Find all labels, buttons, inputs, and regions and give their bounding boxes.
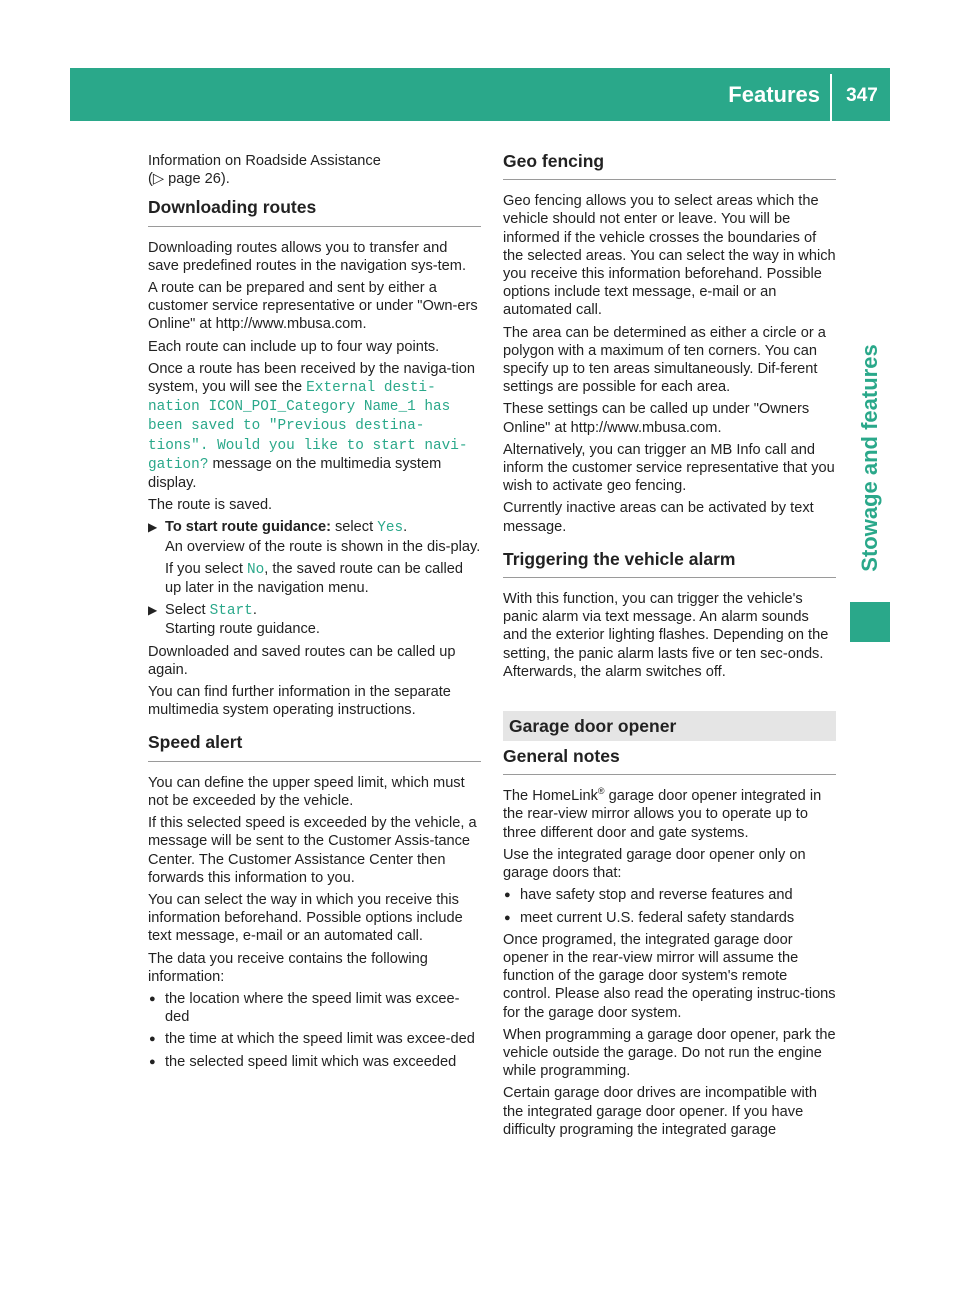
paragraph: Alternatively, you can trigger an MB Info call and inform the customer service representative that you wish to activate geo fencing. bbox=[503, 441, 835, 495]
instruction-step: ▶ Select Start. Starting route guidance. bbox=[148, 602, 320, 638]
paragraph: If this selected speed is exceeded by the vehicle, a message will be sent to the Customer Assis-tance Center. The Customer Assistance Center then forwards this information to you. bbox=[148, 815, 477, 886]
page-number: 347 bbox=[846, 85, 878, 106]
step-arrow-icon: ▶ bbox=[148, 520, 158, 535]
paragraph: A route can be prepared and sent by either a customer service representative or under "Own-ers Online" at http://www.mbusa.com. bbox=[148, 280, 478, 333]
bullet-icon: ● bbox=[149, 1033, 156, 1046]
paragraph: When programming a garage door opener, park the vehicle outside the garage. Do not run the engine while programming. bbox=[503, 1026, 836, 1080]
menu-item-no: No bbox=[246, 561, 265, 578]
heading-general-notes: General notes bbox=[503, 747, 836, 775]
paragraph: Downloaded and saved routes can be called up again. bbox=[148, 643, 456, 678]
list-item: ● have safety stop and reverse features and bbox=[504, 887, 793, 904]
right-column bbox=[503, 152, 836, 1143]
paragraph: You can define the upper speed limit, which must not be exceeded by the vehicle. bbox=[148, 774, 465, 809]
heading-speed-alert: Speed alert bbox=[148, 733, 481, 761]
heading-geo-fencing: Geo fencing bbox=[503, 152, 836, 180]
bullet-icon: ● bbox=[149, 992, 156, 1005]
section-banner-garage-door-opener: Garage door opener bbox=[503, 711, 836, 741]
paragraph: These settings can be called up under "Owners Online" at http://www.mbusa.com. bbox=[503, 401, 810, 436]
paragraph: The route is saved. bbox=[148, 497, 273, 514]
paragraph: Use the integrated garage door opener only on garage doors that: bbox=[503, 846, 806, 882]
paragraph: Geo fencing allows you to select areas which the vehicle should not enter or leave. You will be informed if the vehicle crosses the boundaries of the selected areas. You can select the way in which you receive this information beforehand. Possible options include text message, e-mail or an automated call. bbox=[503, 193, 836, 319]
instruction-step: ▶ To start route guidance: select Yes. An overview of the route is shown in the dis-play. If you select No, the saved route can be called up later in the navigation menu. bbox=[148, 519, 481, 597]
paragraph: Currently inactive areas can be activated by text message. bbox=[503, 500, 814, 535]
paragraph: You can select the way in which you receive this information beforehand. Possible options include text message, e-mail or an automated call. bbox=[148, 891, 463, 945]
paragraph: The area can be determined as either a circle or a polygon with a maximum of ten corners. You can specify up to ten areas simultaneously. Dif-ferent settings are possible for each area. bbox=[503, 324, 826, 396]
step-arrow-icon: ▶ bbox=[148, 603, 158, 618]
section-title: Features bbox=[728, 82, 820, 107]
chapter-marker bbox=[850, 602, 890, 642]
paragraph: Information on Roadside Assistance (▷ page 26). bbox=[148, 153, 381, 188]
paragraph: Downloading routes allows you to transfer and save predefined routes in the navigation sys-tem. bbox=[148, 239, 466, 274]
paragraph: You can find further information in the separate multimedia system operating instructions. bbox=[148, 684, 451, 719]
display-message: External desti‐nation ICON_POI_Category Name_1 has been saved to "Previous destina‐tions". Would you like to start navi‐gation? bbox=[148, 380, 468, 473]
bullet-icon: ● bbox=[149, 1055, 156, 1068]
menu-item-yes: Yes bbox=[377, 520, 404, 537]
list-item: ● the location where the speed limit was excee-ded bbox=[149, 990, 460, 1026]
chapter-tab-label: Stowage and features bbox=[857, 344, 882, 572]
paragraph: Certain garage door drives are incompatible with the integrated garage door opener. If you have difficulty programing the integrated garage bbox=[503, 1085, 817, 1138]
bullet-icon: ● bbox=[504, 911, 511, 924]
list-item: ● the selected speed limit which was exceeded bbox=[149, 1053, 457, 1070]
page-header bbox=[70, 68, 890, 121]
paragraph: The data you receive contains the following information: bbox=[148, 950, 428, 985]
header-divider bbox=[830, 74, 832, 121]
paragraph: Once a route has been received by the naviga-tion system, you will see the External desti‐nation ICON_POI_Category Name_1 has been saved to "Previous destina‐tions". Would you like to start navi‐gation? message on the multimedia system display. bbox=[148, 360, 475, 492]
heading-vehicle-alarm: Triggering the vehicle alarm bbox=[503, 550, 836, 578]
menu-item-start: Start bbox=[209, 603, 253, 620]
paragraph: Once programed, the integrated garage door opener in the rear-view mirror will assume the function of the garage door system's remote control. Please also read the operating instruc-tions for the garage door system. bbox=[503, 931, 836, 1021]
paragraph: With this function, you can trigger the vehicle's panic alarm via text message. An alarm sounds and the exterior lighting flashes. Depending on the setting, the panic alarm lasts five or ten sec-onds. Afterwards, the alarm switches off. bbox=[503, 591, 829, 680]
paragraph: The HomeLink® garage door opener integrated in the rear-view mirror allows you to operate up to three different door and gate systems. bbox=[503, 786, 822, 841]
list-item: ● meet current U.S. federal safety standards bbox=[504, 909, 795, 926]
heading-downloading-routes: Downloading routes bbox=[148, 198, 481, 226]
list-item: ● the time at which the speed limit was excee-ded bbox=[149, 1031, 475, 1048]
left-column bbox=[148, 152, 481, 1075]
bullet-icon: ● bbox=[504, 889, 511, 902]
page-reference[interactable]: (▷ page 26). bbox=[148, 171, 230, 188]
paragraph: Each route can include up to four way points. bbox=[148, 338, 440, 355]
